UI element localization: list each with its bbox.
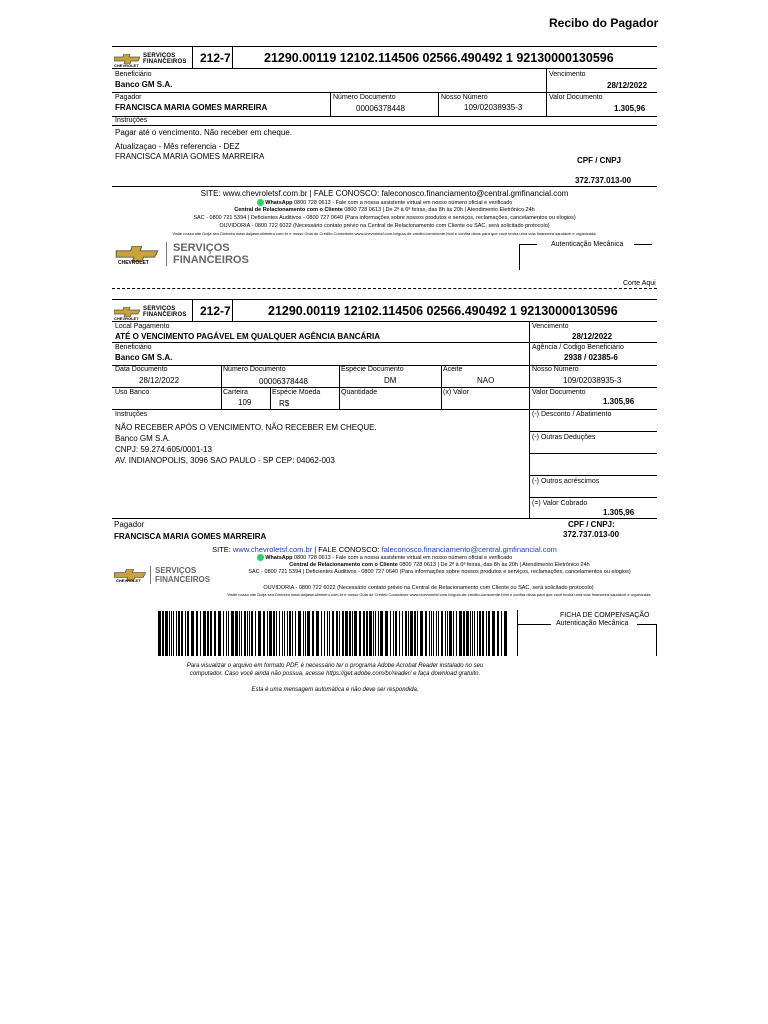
beneficiario-label: Beneficiário	[115, 71, 152, 78]
ouvidoria-line: OUVIDORIA - 0800 722 6022 (Necessário contato prévio na Central de Relacionamento com Cliente ou SAC, será solicitado protocolo)	[263, 585, 594, 591]
barcode	[158, 611, 508, 656]
nosso-numero-label: Nosso Número	[532, 366, 579, 373]
barcode-bar	[255, 611, 256, 656]
logo-line-2: FINANCEIROS	[143, 59, 187, 65]
barcode-bar	[456, 611, 457, 656]
instrucoes-label: Instruções	[115, 411, 148, 418]
barcode-bar	[429, 611, 430, 656]
barcode-bar	[378, 611, 379, 656]
nosso-numero-value: 109/02038935-3	[464, 103, 523, 112]
autenticacao-label: Autenticação Mecânica	[556, 620, 629, 627]
barcode-bar	[305, 611, 306, 656]
barcode-bar	[178, 611, 180, 656]
numero-documento-value: 00006378448	[259, 377, 308, 386]
central-line: Central de Relacionamento com o Cliente 0800 728 0613 | De 2ª à 6ª feiras, das 8h às 20h | Atendimento Eletrônico 24h	[289, 562, 590, 568]
fine-print: Visite nosso site Doija seu Dinheiro www.doijaseudinheiro.com.br e nosso Guia de Crédito Consciente www.chevroletsf.com.br/guia-de-credito-consciente.html e confira dicas para que você tenha uma vida financeira saudável e organizada.	[172, 231, 597, 236]
barcode-bar	[267, 611, 268, 656]
especie-moeda-value: R$	[279, 399, 290, 408]
barcode-bar	[235, 611, 238, 656]
ficha-compensacao-label: FICHA DE COMPENSAÇÃO	[560, 612, 650, 619]
cpf-label: CPF / CNPJ	[577, 156, 622, 165]
local-pagamento-value: ATÉ O VENCIMENTO PAGÁVEL EM QUALQUER AGÊNCIA BANCÁRIA	[115, 332, 381, 341]
barcode-bar	[369, 611, 372, 656]
barcode-bar	[390, 611, 391, 656]
instrucao-line: NÃO RECEBER APÓS O VENCIMENTO. NÃO RECEBER EM CHEQUE.	[115, 423, 377, 432]
whatsapp-line: WhatsApp 0800 728 0613 - Fale com a nossa assistente virtual em nosso número oficial e verificado	[112, 199, 657, 207]
barcode-bar	[247, 611, 248, 656]
desconto-label: (-) Desconto / Abatimento	[532, 411, 612, 418]
barcode-bar	[466, 611, 469, 656]
barcode-bar	[181, 611, 183, 656]
agencia-label: Agência / Codigo Beneficiário	[532, 344, 624, 351]
barcode-bar	[169, 611, 170, 656]
beneficiario-value: Banco GM S.A.	[115, 353, 173, 362]
barcode-bar	[474, 611, 475, 656]
instrucao-line: FRANCISCA MARIA GOMES MARREIRA	[115, 152, 265, 161]
barcode-bar	[363, 611, 365, 656]
carteira-value: 109	[238, 398, 252, 407]
barcode-bar	[342, 611, 344, 656]
barcode-bar	[187, 611, 189, 656]
barcode-bar	[218, 611, 221, 656]
barcode-bar	[200, 611, 201, 656]
pagador-label: Pagador	[115, 94, 142, 101]
barcode-bar	[501, 611, 502, 656]
sac-line: SAC - 0800 721 5394 | Deficientes Auditivos - 0800 727 0640 (Para informações sobre nossos produtos e serviços, reclamações, cancelamentos ou elogios)	[248, 569, 631, 575]
instrucoes-text	[115, 422, 377, 466]
cut-line	[112, 288, 657, 289]
barcode-bar	[420, 611, 423, 656]
numero-documento-label: Número Documento	[223, 366, 286, 373]
instrucao-line: CNPJ: 59.274.605/0001-13	[115, 445, 212, 454]
barcode-bar	[276, 611, 277, 656]
barcode-bar	[176, 611, 177, 656]
nosso-numero-label: Nosso Número	[441, 94, 488, 101]
logo-line-1: SERVIÇOS	[155, 566, 197, 575]
barcode-bar	[241, 611, 242, 656]
vencimento-label: Vencimento	[532, 323, 569, 330]
barcode-bar	[410, 611, 413, 656]
vencimento-label: Vencimento	[549, 71, 586, 78]
barcode-bar	[408, 611, 409, 656]
data-documento-value: 28/12/2022	[139, 376, 180, 385]
barcode-bar	[492, 611, 495, 656]
barcode-bar	[441, 611, 443, 656]
logo-line-2: FINANCEIROS	[173, 254, 249, 266]
beneficiario-value: Banco GM S.A.	[115, 80, 173, 89]
barcode-bar	[349, 611, 351, 656]
instrucao-line: Pagar até o vencimento. Não receber em cheque.	[115, 128, 292, 137]
vencimento-value: 28/12/2022	[607, 81, 648, 90]
logo-line-1: SERVIÇOS	[143, 306, 176, 312]
logo-brand: CHEVROLET	[116, 578, 141, 583]
barcode-bar	[375, 611, 376, 656]
barcode-bar	[196, 611, 198, 656]
barcode-bar	[191, 611, 194, 656]
logo-brand: CHEVROLET	[114, 63, 139, 68]
barcode-bar	[445, 611, 446, 656]
barcode-bar	[289, 611, 291, 656]
valor-cobrado-value: 1.305,96	[603, 508, 635, 517]
footer-note: Para visualizar o arquivo em formato PDF, é necessário ter o programa Adobe Acrobat Reader instalado no seu computador. Caso você ainda não possua, acesse https://get.adobe.com/br/reader/ e faça download gratuito.	[186, 663, 484, 677]
barcode-bar	[258, 611, 261, 656]
whatsapp-line: WhatsApp 0800 728 0613 - Fale com a nossa assistente virtual em nosso número oficial e verificado	[112, 554, 657, 562]
barcode-bar	[433, 611, 434, 656]
barcode-bar	[339, 611, 340, 656]
barcode-bar	[263, 611, 265, 656]
logo-brand: CHEVROLET	[114, 316, 139, 321]
barcode-bar	[336, 611, 338, 656]
whatsapp-icon	[257, 199, 264, 206]
bank-code: 212-7	[200, 51, 231, 65]
pagador-label: Pagador	[114, 520, 145, 529]
logo-line-1: SERVIÇOS	[173, 242, 230, 254]
barcode-bar	[486, 611, 487, 656]
email-link[interactable]: faleconosco.financiamento@central.gmfinancial.com	[381, 545, 557, 554]
beneficiario-label: Beneficiário	[115, 344, 152, 351]
barcode-bar	[359, 611, 361, 656]
barcode-bar	[171, 611, 172, 656]
barcode-bar	[287, 611, 288, 656]
barcode-bar	[251, 611, 253, 656]
instrucao-line: Atualizaçao - Mês referencia - DEZ	[115, 142, 240, 151]
barcode-bar	[449, 611, 452, 656]
valor-documento-label: Valor Documento	[549, 94, 603, 101]
numero-documento-value: 00006378448	[356, 104, 405, 113]
outras-deducoes-label: (-) Outras Deduções	[532, 434, 596, 441]
barcode-bar	[436, 611, 437, 656]
especie-documento-value: DM	[384, 376, 397, 385]
barcode-bar	[324, 611, 325, 656]
barcode-bar	[214, 611, 216, 656]
barcode-bar	[459, 611, 462, 656]
barcode-bar	[482, 611, 484, 656]
barcode-bar	[298, 611, 301, 656]
barcode-bar	[226, 611, 227, 656]
barcode-bar	[228, 611, 229, 656]
barcode-bar	[453, 611, 454, 656]
barcode-bar	[269, 611, 272, 656]
barcode-bar	[158, 611, 161, 656]
barcode-bar	[497, 611, 499, 656]
instrucao-line: Banco GM S.A.	[115, 434, 171, 443]
barcode-bar	[292, 611, 293, 656]
corte-aqui-label: Corte Aqui	[623, 280, 656, 287]
barcode-bar	[316, 611, 319, 656]
cpf-label: CPF / CNPJ:	[568, 520, 615, 529]
site-line: SITE: www.chevroletsf.com.br | FALE CONOSCO: faleconosco.financiamento@central.gmfinancial.com	[200, 189, 569, 198]
instrucoes-label: Instruções	[115, 117, 148, 124]
barcode-bar	[295, 611, 296, 656]
barcode-bar	[165, 611, 168, 656]
barcode-bar	[185, 611, 186, 656]
uso-banco-label: Uso Banco	[115, 389, 150, 396]
barcode-bar	[399, 611, 400, 656]
digitable-line: 21290.00119 12102.114506 02566.490492 1 92130000130596	[264, 51, 614, 65]
barcode-bar	[239, 611, 240, 656]
barcode-bar	[207, 611, 209, 656]
aceite-value: NAO	[477, 376, 495, 385]
auto-message: Esta é uma mensagem automática e não deve ser respondida.	[251, 687, 419, 693]
quantidade-label: Quantidade	[341, 389, 378, 396]
barcode-bar	[488, 611, 490, 656]
data-documento-label: Data Documento	[115, 366, 168, 373]
cpf-value: 372.737.013-00	[563, 530, 620, 539]
digitable-line: 21290.00119 12102.114506 02566.490492 1 92130000130596	[268, 304, 618, 318]
logo-line-2: FINANCEIROS	[143, 312, 187, 318]
barcode-bar	[249, 611, 250, 656]
barcode-bar	[380, 611, 383, 656]
valor-documento-value: 1.305,96	[603, 397, 635, 406]
barcode-bar	[431, 611, 432, 656]
barcode-bar	[470, 611, 471, 656]
logo-line-2: FINANCEIROS	[155, 575, 211, 584]
local-pagamento-label: Local Pagamento	[115, 323, 170, 330]
barcode-bar	[327, 611, 328, 656]
especie-documento-label: Espécie Documento	[341, 366, 404, 373]
whatsapp-icon	[257, 554, 264, 561]
barcode-bar	[414, 611, 416, 656]
barcode-bar	[273, 611, 275, 656]
logo-line-1: SERVIÇOS	[143, 53, 176, 59]
barcode-bar	[321, 611, 322, 656]
barcode-bar	[395, 611, 397, 656]
barcode-bar	[203, 611, 206, 656]
outros-acrescimos-label: (-) Outros acréscimos	[532, 478, 600, 485]
barcode-bar	[173, 611, 174, 656]
x-valor-label: (x) Valor	[443, 389, 469, 396]
barcode-bar	[366, 611, 368, 656]
barcode-bar	[162, 611, 164, 656]
vencimento-value: 28/12/2022	[572, 332, 613, 341]
bank-code: 212-7	[200, 304, 231, 318]
nosso-numero-value: 109/02038935-3	[563, 376, 622, 385]
autenticacao-label: Autenticação Mecânica	[551, 241, 624, 248]
site-link[interactable]: www.chevroletsf.com.br	[232, 545, 313, 554]
pagador-value: FRANCISCA MARIA GOMES MARREIRA	[115, 103, 268, 112]
barcode-bar	[279, 611, 280, 656]
barcode-bar	[231, 611, 234, 656]
barcode-bar	[463, 611, 465, 656]
barcode-bar	[477, 611, 478, 656]
barcode-bar	[385, 611, 388, 656]
sac-line: SAC - 0800 721 5394 | Deficientes Auditivos - 0800 727 0640 (Para informações sobre nossos produtos e serviços, reclamações, cancelamentos ou elogios)	[193, 215, 576, 221]
barcode-bar	[312, 611, 314, 656]
barcode-bar	[329, 611, 330, 656]
barcode-bar	[504, 611, 507, 656]
logo-brand: CHEVROLET	[118, 260, 149, 266]
barcode-bar	[307, 611, 310, 656]
barcode-bar	[425, 611, 427, 656]
barcode-bar	[447, 611, 448, 656]
cpf-value: 372.737.013-00	[575, 176, 632, 185]
barcode-bar	[417, 611, 418, 656]
site-line: SITE: www.chevroletsf.com.br | FALE CONOSCO: faleconosco.financiamento@central.gmfinancial.com	[212, 545, 557, 554]
numero-documento-label: Número Documento	[333, 94, 396, 101]
barcode-bar	[282, 611, 283, 656]
barcode-bar	[332, 611, 334, 656]
barcode-bar	[393, 611, 394, 656]
pagador-value: FRANCISCA MARIA GOMES MARREIRA	[114, 532, 267, 541]
barcode-bar	[438, 611, 439, 656]
barcode-bar	[345, 611, 348, 656]
barcode-bar	[354, 611, 357, 656]
barcode-bar	[210, 611, 212, 656]
barcode-bar	[352, 611, 353, 656]
ouvidoria-line: OUVIDORIA - 0800 722 6022 (Necessário contato prévio na Central de Relacionamento com Cliente ou SAC, será solicitado protocolo)	[219, 223, 550, 229]
especie-moeda-label: Espécie Moeda	[272, 389, 321, 396]
receipt-title: Recibo do Pagador	[549, 16, 659, 30]
barcode-bar	[284, 611, 285, 656]
valor-documento-value: 1.305,96	[614, 104, 646, 113]
valor-cobrado-label: (=) Valor Cobrado	[532, 500, 588, 507]
instrucao-line: AV. INDIANOPOLIS, 3096 SAO PAULO - SP CEP: 04062-003	[115, 456, 335, 465]
central-line: Central de Relacionamento com o Cliente 0800 728 0613 | De 2ª à 6ª feiras, das 8h às 20h | Atendimento Eletrônico 24h	[234, 207, 535, 213]
agencia-value: 2938 / 02385-6	[564, 353, 618, 362]
aceite-label: Aceite	[443, 366, 463, 373]
barcode-bar	[405, 611, 407, 656]
barcode-bar	[303, 611, 304, 656]
barcode-bar	[472, 611, 473, 656]
barcode-bar	[244, 611, 246, 656]
carteira-label: Carteira	[223, 389, 248, 396]
barcode-bar	[479, 611, 481, 656]
barcode-bar	[402, 611, 403, 656]
barcode-bar	[373, 611, 374, 656]
barcode-bar	[223, 611, 224, 656]
fine-print: Visite nosso site Doija seu Dinheiro www.doijaseudinheiro.com.br e nosso Guia de Crédito Consciente www.chevroletsf.com.br/guia-de-credito-consciente.html e confira dicas para que você tenha uma vida financeira saudável e organizada.	[227, 592, 652, 597]
valor-documento-label: Valor Documento	[532, 389, 586, 396]
instrucoes-text	[115, 128, 292, 162]
